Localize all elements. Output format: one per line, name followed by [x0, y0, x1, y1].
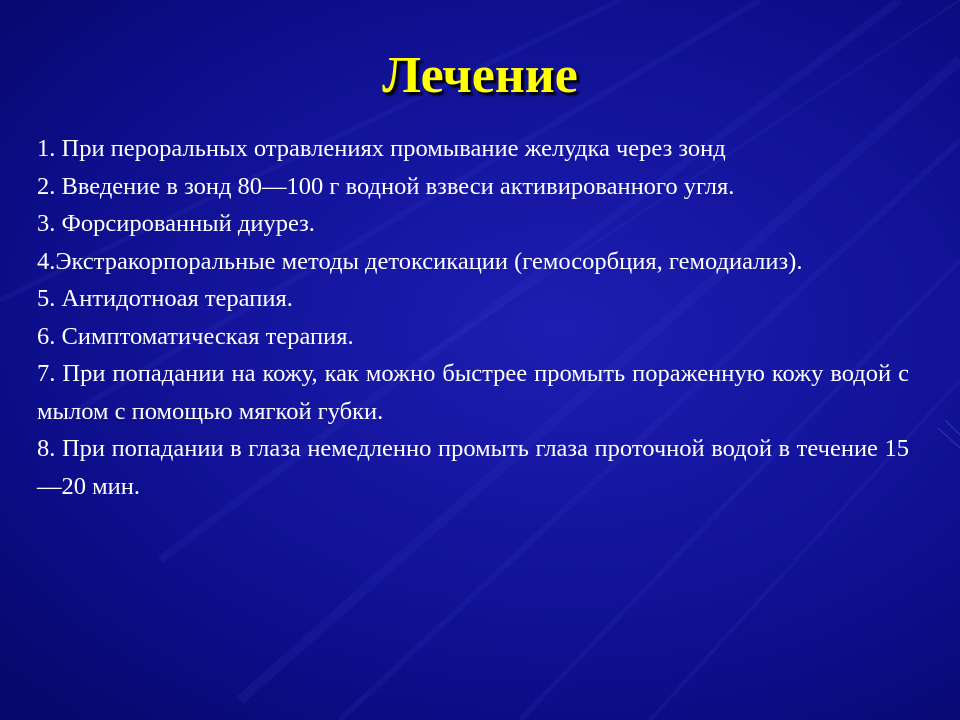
- treatment-list: [37, 130, 909, 505]
- slide-title: Лечение: [382, 47, 578, 104]
- list-item: 3. Форсированный диурез.: [37, 210, 315, 237]
- list-item: 6. Симптоматическая терапия.: [37, 322, 354, 350]
- list-item: 5. Антидотноая терапия.: [37, 285, 293, 312]
- list-item: 1. При пероральных отравлениях промывание желудка через зонд: [37, 135, 726, 162]
- list-item: 4.Экстракорпоральные методы детоксикации (гемосорбция, гемодиализ).: [37, 247, 803, 275]
- list-item: 2. Введение в зонд 80—100 г водной взвеси активированного угля.: [37, 172, 735, 200]
- list-item: 8. При попадании в глаза немедленно промыть глаза проточной водой в течение 15—20 мин.: [37, 435, 909, 500]
- list-item: 7. При попадании на кожу, как можно быстрее промыть пораженную кожу водой с мылом с помощью мягкой губки.: [37, 360, 909, 425]
